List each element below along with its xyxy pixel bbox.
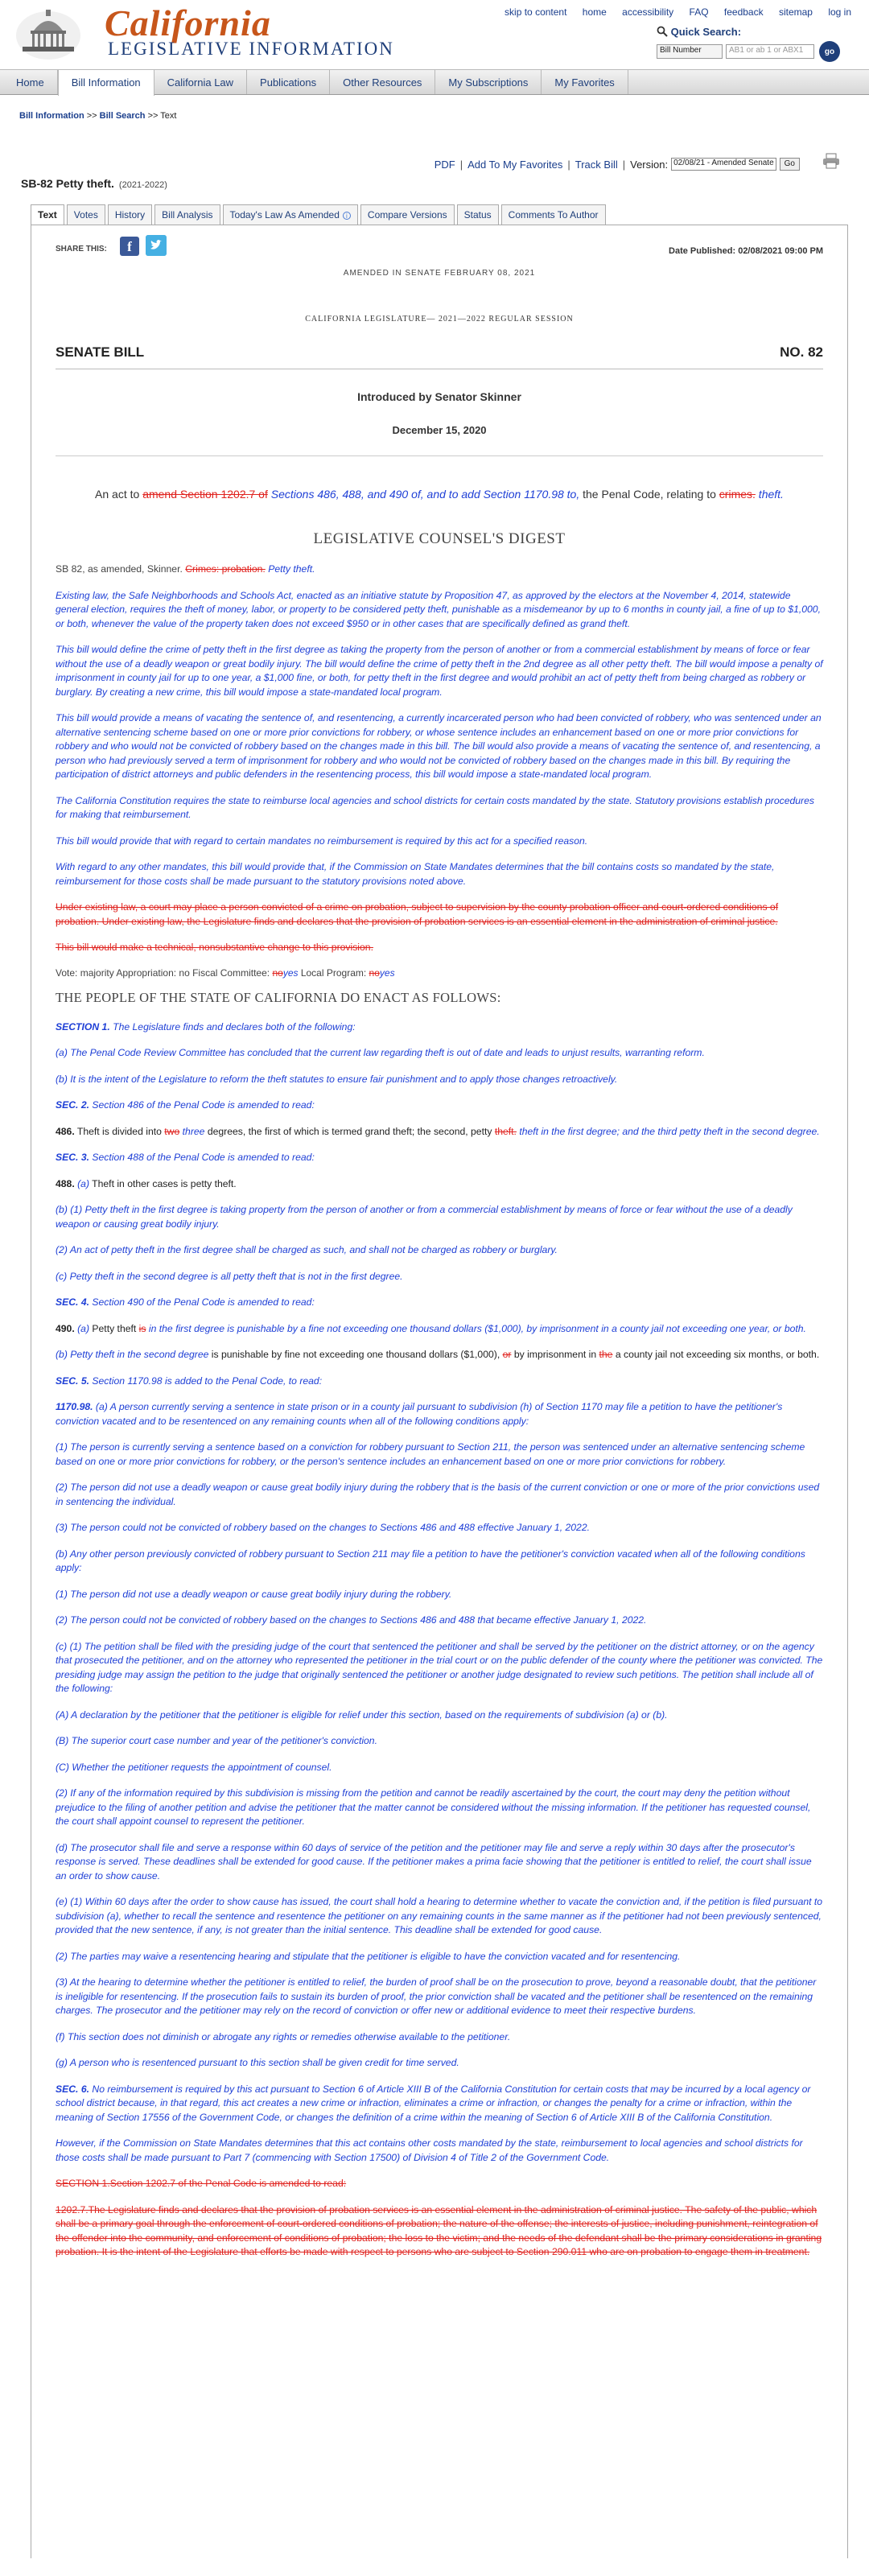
main-nav [0,69,869,95]
section-paragraph: (2) The person could not be convicted of robbery based on the changes to Sections 486 and 488 that became effective January 1, 2022. [56,1614,647,1626]
bill-number-input[interactable]: AB1 or ab 1 or ABX1 [726,44,814,59]
nav-publications[interactable]: Publications [247,70,330,94]
section-486: 486. Theft is divided into two three degrees, the first of which is termed grand theft; the second, petty theft. theft in the first degree; and the third petty theft in the second degree. [56,1125,820,1137]
utility-links [492,6,851,18]
section-paragraph: (1) The person did not use a deadly weapon or cause great bodily injury during the robbery. [56,1588,452,1600]
section-paragraph: (g) A person who is resentenced pursuant to this section shall be given credit for time served. [56,2057,459,2068]
digest-paragraph-deleted: Under existing law, a court may place a person convicted of a crime on probation, subject to supervision by the county probation officer and court-ordered conditions of probation. Under existing law, the Legislature finds and declares that the provision of probation services is an essential element in the administration of criminal justice. [56,901,779,927]
bill-actions: PDF | Add To My Favorites | Track Bill | Version: 02/08/21 - Amended Senate Go [430,158,800,171]
nav-bill-information[interactable]: Bill Information [58,70,154,96]
bill-heading [56,344,823,369]
deleted-section-1202-7: 1202.7.The Legislature finds and declares that the provision of probation services is an essential element in the administration of criminal justice. The safety of the public, which shall be a primary goal through the enforcement of court-ordered conditions of probation; the nature of the offense; the interests of justice, including punishment, reintegration of the offender into the community, and enforcement of conditions of probation; the loss to the victim; and the needs of the defendant shall be the primary considerations in granting probation. It is the intent of the Legislature that efforts be made with respect to persons who are subject to Section 290.011 who are on probation to engage them in treatment. [56,2203,822,2257]
tab-history[interactable]: History [108,204,152,225]
version-label: Version: [630,158,669,171]
bill-text-panel [31,225,848,2558]
breadcrumb-bill-information[interactable]: Bill Information [19,111,84,121]
section-paragraph: However, if the Commission on State Mandates determines that this act contains other costs mandated by the state, reimbursement to local agencies and school districts for those costs shall be made pursuant to Part 7 (commencing with Section 17500) of Division 4 of Title 2 of the Government Code. [56,2137,803,2163]
tab-status[interactable]: Status [457,204,499,225]
section-paragraph: (B) The superior court case number and year of the petitioner's conviction. [56,1735,377,1746]
session-years: (2021-2022) [118,180,167,190]
login-link[interactable]: log in [828,6,851,18]
nav-my-subscriptions[interactable]: My Subscriptions [435,70,542,94]
date-published: Date Published: 02/08/2021 09:00 PM [669,246,823,256]
section-paragraph: (C) Whether the petitioner requests the appointment of counsel. [56,1761,332,1773]
section-paragraph: (3) At the hearing to determine whether the petitioner is entitled to relief, the burden of proof shall be on the prosecution to prove, beyond a reasonable doubt, that the petitioner is ineligible for resentencing. If the prosecution fails to sustain its burden of proof, the prior conviction shall be vacated and the petitioner shall be resentenced on the remaining charges. The prosecutor and the petitioner may rely on the record of conviction or offer new or additional evidence to meet their respective burdens. [56,1976,817,2016]
sitemap-link[interactable]: sitemap [778,6,813,18]
section-paragraph: (3) The person could not be convicted of robbery based on the changes to Sections 486 and 488 effective January 1, 2022. [56,1522,590,1533]
section-490-b: (b) Petty theft in the second degree is punishable by fine not exceeding one thousand dollars ($1,000), or by imprisonment in the a county jail not exceeding six months, or both. [56,1349,820,1360]
search-type-select[interactable]: Bill Number [657,44,723,59]
printer-icon[interactable] [822,153,840,169]
section-1: SECTION 1. The Legislature finds and declares both of the following: [56,1020,356,1032]
digest-bill-line: SB 82, as amended, Skinner. Crimes: probation. Petty theft. [56,563,315,575]
section-paragraph: (d) The prosecutor shall file and serve a response within 60 days of service of the petition and the petitioner may file and serve a reply within 30 days after the prosecutor's response is served. These deadlines shall be extended for good cause. If the petitioner makes a prima facie showing that the petitioner is entitled to relief, the court shall issue an order to show cause. [56,1841,812,1882]
digest-paragraph-deleted: This bill would make a technical, nonsubstantive change to this provision. [56,942,373,953]
share-label: SHARE THIS: [56,245,107,253]
divider [56,455,823,456]
section-paragraph: (b) (1) Petty theft in the first degree is taking property from the person of another or from a commercial establishment by means of force or fear without the use of a deadly weapon or causing great bodily injury. [56,1204,793,1230]
section-paragraph: (1) The person is currently serving a sentence based on a conviction for robbery pursuant to Section 211, the person was sentenced under an alternative sentencing scheme based on one or more prior convictions for robbery, or the person's sentence includes an enhancement based on one or more prior convictions for robbery. [56,1441,805,1467]
section-paragraph: (c) Petty theft in the second degree is all petty theft that is not in the first degree. [56,1270,403,1282]
nav-my-favorites[interactable]: My Favorites [542,70,628,94]
accessibility-link[interactable]: accessibility [622,6,674,18]
home-link[interactable]: home [582,6,607,18]
tab-votes[interactable]: Votes [67,204,105,225]
section-paragraph: (e) (1) Within 60 days after the order to show cause has issued, the court shall hold a hearing to determine whether to vacate the conviction and, if the petition is filed pursuant to subdivision (a), whether to recall the sentence and resentence the petitioner on any remaining counts in the same manner as if the petitioner had not been previously sentenced, provided that the new sentence, if any, is not greater than the initial sentence. This deadline shall be extended for good cause. [56,1896,823,1935]
quick-search-title: Quick Search: [670,26,742,38]
digest-paragraph: Existing law, the Safe Neighborhoods and Schools Act, enacted as an initiative statute by Proposition 47, as approved by the electors at the November 4, 2014, statewide general election, requires the theft of money, labor, or property to be considered petty theft, punishable as a misdemeanor by up to 6 months in county jail, a fine of up to $1,000, or both, whenever the value of the property taken does not exceed $950 or in other cases that are specifically defined as grand theft. [56,589,821,629]
digest-paragraph: The California Constitution requires the state to reimburse local agencies and school districts for certain costs mandated by the state. Statutory provisions establish procedures for making that reimbursement. [56,794,814,820]
digest-paragraph: This bill would provide a means of vacating the sentence of, and resentencing, a currently incarcerated person who had been convicted of robbery, who was sentenced under an alternative sentencing scheme based on one or more prior convictions for robbery, or whose sentence includes an enhancement based on one or more prior convictions for robbery and who would not be convicted of robbery based on the changes made in this bill. The bill would also provide a means of vacating the sentence of, and resentencing, a person who had previously served a term of imprisonment for robbery and who would not be convicted of robbery based on the changes made in this bill. By requiring the participation of district attorneys and public defenders in the resentencing process, this bill would impose a state-mandated local program. [56,712,822,780]
section-paragraph: (b) It is the intent of the Legislature to reform the theft statutes to ensure fair punishment and to apply those changes retroactively. [56,1073,618,1085]
section-488: 488. (a) Theft in other cases is petty theft. [56,1177,237,1189]
session-line: CALIFORNIA LEGISLATURE— 2021—2022 REGULAR SESSION [305,315,574,324]
introduced-date: December 15, 2020 [392,424,487,436]
section-2: SEC. 2. Section 486 of the Penal Code is amended to read: [56,1099,315,1111]
section-paragraph: (2) The parties may waive a resentencing hearing and stipulate that the petitioner is eligible to have the conviction vacated and for resentencing. [56,1950,681,1962]
tab-compare-versions[interactable]: Compare Versions [360,204,455,225]
enacting-clause: THE PEOPLE OF THE STATE OF CALIFORNIA DO ENACT AS FOLLOWS: [56,989,501,1005]
section-paragraph: (2) If any of the information required by this subdivision is missing from the petition and cannot be readily ascertained by the court, the court may deny the petition without prejudice to the filing of another petition and advise the petitioner that the matter cannot be considered without the missing information. If the petitioner has requested counsel, the court shall appoint counsel to represent the petitioner. [56,1787,811,1827]
act-title: An act to amend Section 1202.7 of Sections 486, 488, and 490 of, and to add Section 1170.98 to, the Penal Code, relating to crimes. theft. [95,488,784,501]
version-select[interactable]: 02/08/21 - Amended Senate [671,158,776,171]
faq-link[interactable]: FAQ [689,6,709,18]
deleted-section-heading: SECTION 1.Section 1202.7 of the Penal Code is amended to read: [56,2178,347,2189]
tab-todays-law[interactable]: Today's Law As Amended i [223,204,358,225]
section-1170-98-paragraphs [56,1440,823,2071]
senate-bill-label: SENATE BILL [56,344,145,360]
section-paragraph: (c) (1) The petition shall be filed with the presiding judge of the court that sentenced the petitioner and shall be served by the petitioner on the district attorney, or on the agency that prosecuted the petitioner, and on the attorney who represented the petitioner in the trial court or on the public defender of the county where the petitioner was convicted. The presiding judge may assign the petition to the judge that originally sentenced the petitioner or another judge designated to review such petitions. The petition shall include all of the following: [56,1640,823,1694]
section-paragraph: (a) The Penal Code Review Committee has concluded that the current law regarding theft is out of date and leads to unjust results, warranting reform. [56,1047,705,1058]
section-paragraph: (b) Any other person previously convicted of robbery pursuant to Section 211 may file a petition to have the petitioner's conviction vacated when all of the following conditions apply: [56,1548,805,1573]
facebook-icon[interactable]: f [120,237,139,256]
bill-number: NO. 82 [780,344,823,360]
twitter-icon[interactable] [146,235,167,256]
digest-paragraph: With regard to any other mandates, this bill would provide that, if the Commission on State Mandates determines that the bill contains costs so mandated by the state, reimbursement for those costs shall be made pursuant to the statutory provisions noted above. [56,861,775,887]
section-1170-98: 1170.98. (a) A person currently serving a sentence in state prison or in a county jail pursuant to subdivision (h) of Section 1170 may file a petition to have the petitioner's conviction vacated and to be resentenced on any remaining counts when all of the following conditions apply: [56,1401,783,1427]
section-paragraph: (2) An act of petty theft in the first degree shall be charged as such, and shall not be charged as robbery or burglary. [56,1244,558,1255]
feedback-link[interactable]: feedback [723,6,764,18]
breadcrumb-bill-search[interactable]: Bill Search [99,111,146,121]
search-go-button[interactable]: go [819,41,840,62]
nav-home[interactable]: Home [3,70,58,94]
quick-search [657,26,858,62]
bill-title: SB-82 Petty theft. (2021-2022) [21,177,167,190]
section-4: SEC. 4. Section 490 of the Penal Code is amended to read: [56,1296,315,1308]
skip-to-content-link[interactable]: skip to content [505,6,567,18]
amended-line: AMENDED IN SENATE FEBRUARY 08, 2021 [343,269,536,278]
add-favorites-link[interactable]: Add To My Favorites [467,158,563,171]
section-paragraph: (A) A declaration by the petitioner that the petitioner is eligible for relief under this section, based on the requirements of subdivision (a) or (b). [56,1708,668,1721]
nav-california-law[interactable]: California Law [154,70,247,94]
digest-paragraph: This bill would provide that with regard to certain mandates no reimbursement is required by this act for a specified reason. [56,835,588,847]
section-6: SEC. 6. No reimbursement is required by this act pursuant to Section 6 of Article XIII B of the California Constitution for certain costs that may be incurred by a local agency or school district because, in that regard, this act creates a new crime or infraction, eliminates a crime or infraction, or changes the penalty for a crime or infraction, within the meaning of Section 17556 of the Government Code, or changes the definition of a crime within the meaning of Section 6 of Article XIII B of the California Constitution. [56,2083,811,2123]
nav-other-resources[interactable]: Other Resources [330,70,435,94]
capitol-dome-icon[interactable] [11,6,85,61]
section-paragraph: (f) This section does not diminish or abrogate any rights or remedies otherwise available to the petitioner. [56,2030,511,2042]
tab-text[interactable]: Text [31,204,64,225]
logo-title[interactable]: California [105,2,271,43]
info-icon: i [343,212,351,220]
section-3: SEC. 3. Section 488 of the Penal Code is amended to read: [56,1152,315,1163]
search-icon [657,26,668,37]
introduced-by: Introduced by Senator Skinner [357,390,521,403]
breadcrumb-current: Text [160,111,177,121]
tab-comments[interactable]: Comments To Author [501,204,606,225]
version-go-button[interactable]: Go [780,158,800,171]
pdf-link[interactable]: PDF [434,158,455,171]
vote-line: Vote: majority Appropriation: no Fiscal Committee: noyes Local Program: noyes [56,967,395,979]
bill-tabs [31,204,869,225]
logo-subtitle[interactable]: LEGISLATIVE INFORMATION [108,39,394,59]
breadcrumb: Bill Information >> Bill Search >> Text [19,111,177,121]
track-bill-link[interactable]: Track Bill [575,158,618,171]
site-header [0,0,869,69]
digest-title: LEGISLATIVE COUNSEL'S DIGEST [313,530,566,547]
section-490: 490. (a) Petty theft is in the first degree is punishable by a fine not exceeding one thousand dollars ($1,000), by imprisonment in a county jail not exceeding one year, or both. [56,1322,806,1334]
digest-paragraph: This bill would define the crime of petty theft in the first degree as taking the property from the person of another or from a commercial establishment by means of force or fear without the use of a deadly weapon or great bodily injury. The bill would define the crime of petty theft in the 2nd degree as all other petty theft. The bill would impose a penalty of imprisonment in county jail for up to one year, a $1,000 fine, or both, for petty theft in the first degree and would prohibit an act of petty theft from being charged as robbery or burglary. By creating a new crime, this bill would impose a state-mandated local program. [56,644,823,698]
section-5: SEC. 5. Section 1170.98 is added to the Penal Code, to read: [56,1375,323,1387]
tab-bill-analysis[interactable]: Bill Analysis [154,204,220,225]
section-paragraph: (2) The person did not use a deadly weapon or cause great bodily injury during the robbery that is the basis of the current conviction or one or more of the prior convictions used in sentencing the individual. [56,1482,820,1507]
